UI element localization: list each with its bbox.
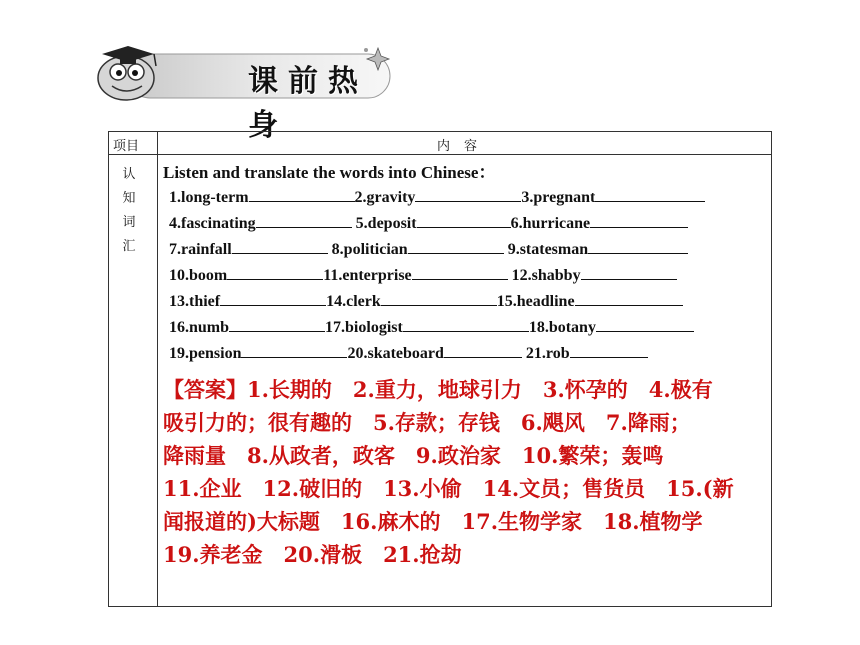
vocab-line bbox=[163, 315, 767, 341]
vocab-word: 9.statesman bbox=[507, 241, 589, 258]
answer-blank bbox=[581, 263, 677, 280]
side-label-char: 知 bbox=[122, 190, 136, 205]
header-item: 项目 bbox=[113, 138, 140, 153]
answer-blank bbox=[220, 289, 326, 306]
header-divider bbox=[109, 154, 771, 155]
answer-line: 吸引力的；很有趣的 5.存款；存钱 6.飓风 7.降雨； bbox=[163, 410, 691, 435]
answer-blank bbox=[575, 289, 683, 306]
side-label-char: 认 bbox=[122, 166, 136, 181]
vocab-word: 6.hurricane bbox=[510, 215, 591, 232]
vocab-word: 12.shabby bbox=[511, 267, 581, 284]
answer-blank bbox=[570, 341, 648, 358]
answer-line: 降雨量 8.从政者，政客 9.政治家 10.繁荣；轰鸣 bbox=[163, 443, 664, 468]
answer-line: 【答案】1.长期的 2.重力，地球引力 3.怀孕的 4.极有 bbox=[163, 377, 713, 402]
answer-line: 19.养老金 20.滑板 21.抢劫 bbox=[163, 542, 462, 567]
vocab-word: 11.enterprise bbox=[323, 267, 412, 284]
answer-blank bbox=[229, 315, 325, 332]
answer-blank bbox=[227, 263, 323, 280]
vocab-word: 2.gravity bbox=[354, 189, 416, 206]
vocab-word: 17.biologist bbox=[325, 319, 403, 336]
side-label bbox=[119, 162, 139, 258]
answer-blank bbox=[588, 237, 688, 254]
side-label-char: 词 bbox=[122, 214, 136, 229]
answer-blank bbox=[444, 341, 522, 358]
answer-blank bbox=[417, 211, 511, 228]
answer-blank bbox=[590, 211, 688, 228]
answer-blank bbox=[256, 211, 352, 228]
vocab-word: 7.rainfall bbox=[169, 241, 232, 258]
vocab-word: 19.pension bbox=[169, 345, 242, 362]
vocab-line bbox=[163, 237, 767, 263]
vocab-word: 20.skateboard bbox=[347, 345, 444, 362]
column-divider bbox=[157, 132, 158, 606]
vocab-word: 16.numb bbox=[169, 319, 230, 336]
answer-blank bbox=[403, 315, 529, 332]
answer-blank bbox=[232, 237, 328, 254]
answer-blank bbox=[595, 185, 705, 202]
vocab-word: 10.boom bbox=[169, 267, 228, 284]
vocab-word: 5.deposit bbox=[355, 215, 417, 232]
graduate-mascot-icon bbox=[98, 46, 156, 100]
vocab-word: 14.clerk bbox=[326, 293, 381, 310]
vocab-word: 21.rob bbox=[525, 345, 570, 362]
vocab-line bbox=[163, 341, 767, 367]
answer-line: 11.企业 12.破旧的 13.小偷 14.文员；售货员 15.(新 bbox=[163, 476, 734, 501]
vocab-word: 13.thief bbox=[169, 293, 221, 310]
vocabulary-table bbox=[108, 131, 772, 607]
answer-line: 闻报道的)大标题 16.麻木的 17.生物学家 18.植物学 bbox=[163, 509, 703, 534]
header-content: 内容 bbox=[436, 138, 491, 153]
banner-title: 课前热身 bbox=[248, 64, 368, 143]
vocab-word: 1.long-term bbox=[169, 189, 249, 206]
table-content bbox=[163, 158, 767, 571]
instruction-text: Listen and translate the words into Chinese： bbox=[163, 163, 496, 182]
answer-blank bbox=[241, 341, 347, 358]
section-banner bbox=[88, 44, 398, 143]
vocab-word: 15.headline bbox=[496, 293, 575, 310]
answer-blank bbox=[381, 289, 497, 306]
vocab-line bbox=[163, 263, 767, 289]
vocab-word: 3.pregnant bbox=[521, 189, 596, 206]
side-label-char: 汇 bbox=[122, 238, 136, 253]
answer-blank bbox=[249, 185, 355, 202]
answer-blank bbox=[408, 237, 504, 254]
vocab-line bbox=[163, 185, 767, 211]
answer-blank bbox=[415, 185, 521, 202]
vocab-word: 4.fascinating bbox=[169, 215, 256, 232]
answer-blank bbox=[596, 315, 694, 332]
vocab-line bbox=[163, 211, 767, 237]
vocab-line bbox=[163, 289, 767, 315]
vocab-word: 8.politician bbox=[331, 241, 408, 258]
answer-block bbox=[163, 373, 767, 571]
answer-blank bbox=[412, 263, 508, 280]
vocab-word: 18.botany bbox=[528, 319, 596, 336]
